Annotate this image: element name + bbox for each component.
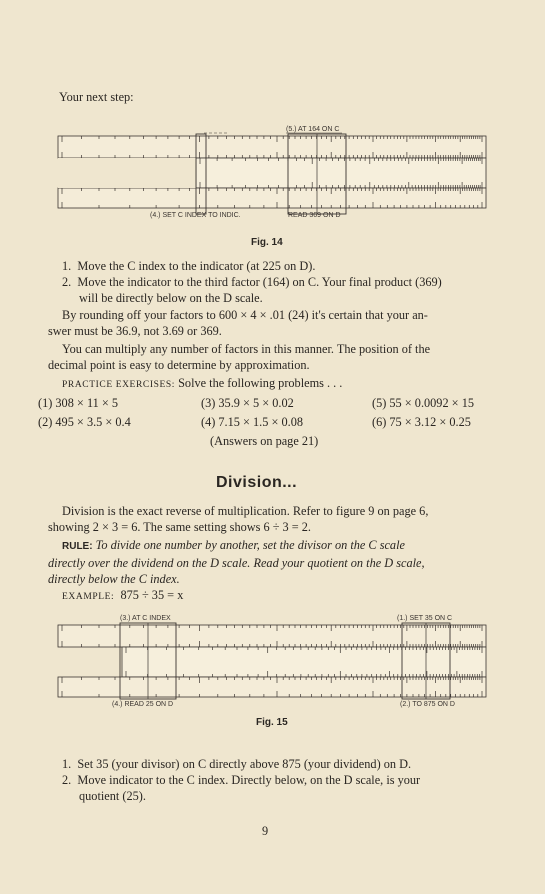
practice-line <box>62 375 342 393</box>
fig15-caption: Fig. 15 <box>256 717 288 728</box>
division-heading: Division... <box>216 474 298 491</box>
page-number: 9 <box>262 824 269 838</box>
step-item-cont: will be directly below on the D scale. <box>79 291 263 305</box>
step-item: 2. Move the indicator to the third factor (164) on C. Your final product (369) <box>62 275 442 289</box>
steps-list-1 <box>62 258 492 306</box>
example-label: EXAMPLE: <box>62 592 115 602</box>
paragraph-multiply: You can multiply any number of factors in this manner. The position of the decimal point is easy to determine by approximation. <box>48 342 431 372</box>
fig15-label-top-right: (1.) SET 35 ON C <box>397 615 453 622</box>
fig15-label-top-left: (3.) AT C INDEX <box>120 615 171 622</box>
practice-text: Solve the following problems . . . <box>178 376 343 390</box>
exercise-4: (4) 7.15 × 1.5 × 0.08 <box>201 415 303 429</box>
step-item-cont: quotient (25). <box>79 789 146 803</box>
example-text: 875 ÷ 35 = x <box>120 588 184 602</box>
rule-paragraph: RULE: To divide one number by another, set the divisor on the C scale directly over the dividend on the D scale. Read your quotient on the D scale, directly below the C index. <box>48 538 425 586</box>
step-item: 1. Set 35 (your divisor) on C directly above 875 (your dividend) on D. <box>62 757 412 771</box>
exercise-6: (6) 75 × 3.12 × 0.25 <box>372 415 471 429</box>
fig15-label-bottom-left: (4.) READ 25 ON D <box>112 701 174 708</box>
steps-list-2 <box>62 756 502 804</box>
fig15-label-bottom-right: (2.) TO 875 ON D <box>400 701 455 708</box>
exercise-1: (1) 308 × 11 × 5 <box>38 396 119 410</box>
fig14-caption: Fig. 14 <box>251 237 283 248</box>
fig14-label-bottom-right: READ 369 ON D <box>288 212 341 219</box>
figure-14-slide-rule <box>52 120 492 220</box>
exercise-5: (5) 55 × 0.0092 × 15 <box>372 396 474 410</box>
exercise-2: (2) 495 × 3.5 × 0.4 <box>38 415 131 429</box>
paragraph-division: Division is the exact reverse of multiplication. Refer to figure 9 on page 6, showing 2 × 3 = 6. The same setting shows 6 ÷ 3 = 2. <box>48 504 429 534</box>
fig14-label-bottom-left: (4.) SET C INDEX TO INDIC. <box>150 212 241 219</box>
fig14-label-top: (5.) AT 164 ON C <box>286 126 340 133</box>
answers-note: (Answers on page 21) <box>210 434 319 448</box>
intro-text: Your next step: <box>59 90 134 104</box>
practice-label: PRACTICE EXERCISES: <box>62 380 176 390</box>
rule-label: RULE: <box>62 541 93 552</box>
exercise-3: (3) 35.9 × 5 × 0.02 <box>201 396 294 410</box>
example-line <box>62 587 183 605</box>
step-item: 2. Move indicator to the C index. Directly below, on the D scale, is your <box>62 773 421 787</box>
paragraph-rounding: By rounding off your factors to 600 × 4 × .01 (24) it's certain that your an- swer must be 36.9, not 3.69 or 369. <box>48 308 428 338</box>
step-item: 1. Move the C index to the indicator (at 225 on D). <box>62 259 316 273</box>
figure-15-slide-rule <box>52 610 492 710</box>
